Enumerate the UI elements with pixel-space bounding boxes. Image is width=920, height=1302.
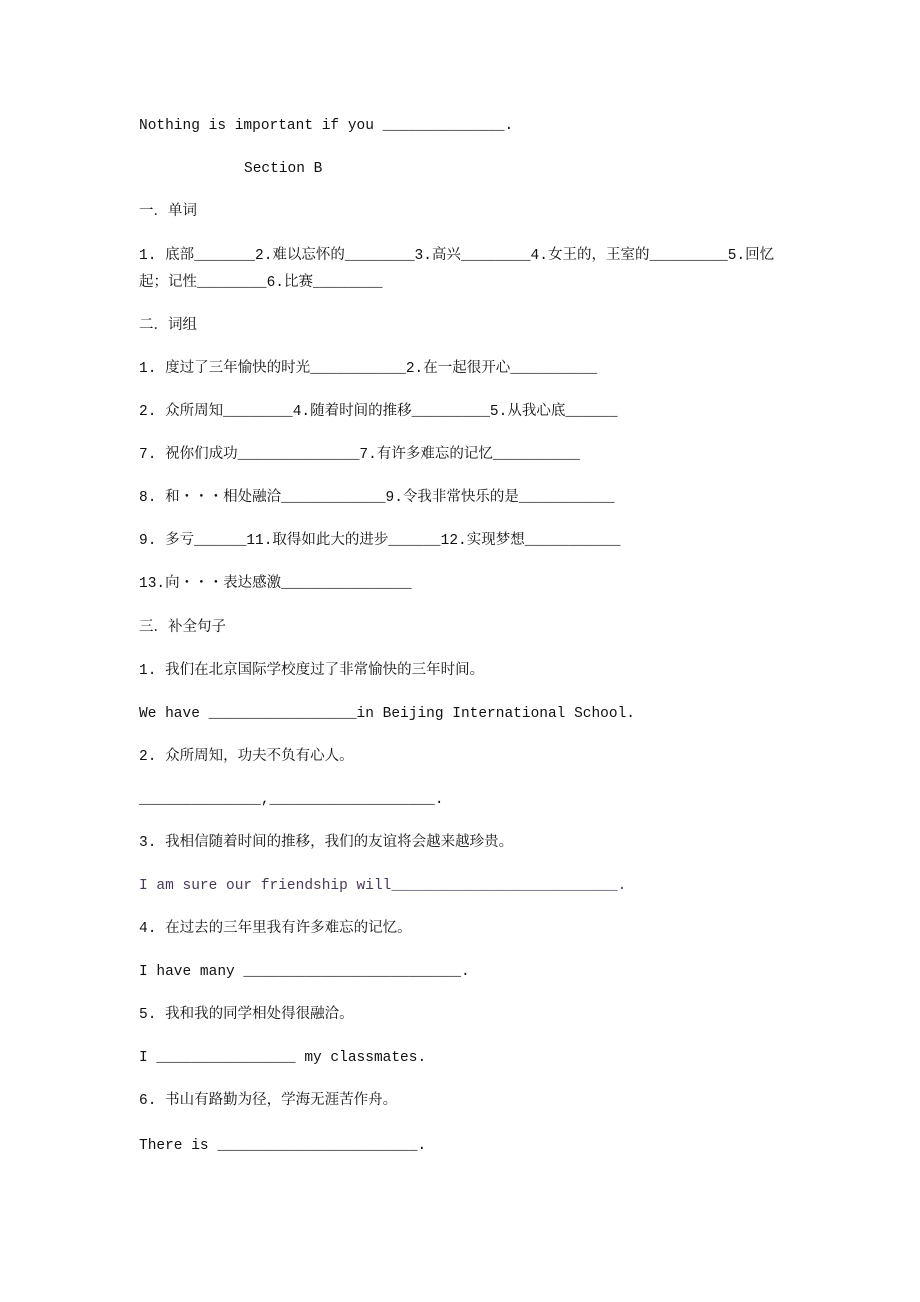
- sentence-answer: I am sure our friendship will__________________________.: [139, 878, 627, 894]
- sentence-answer: I have many _________________________.: [139, 964, 470, 980]
- sentence-answer: There is _______________________.: [139, 1138, 427, 1154]
- phrase-line: 13.向・・・表达感激_______________: [139, 576, 412, 592]
- phrase-line: 7. 祝你们成功______________7.有许多难忘的记忆__________: [139, 447, 580, 463]
- section-title: Section B: [244, 161, 323, 177]
- heading-phrases: 二．词组: [139, 318, 197, 334]
- sentence-prompt: 3. 我相信随着时间的推移，我们的友谊将会越来越珍贵。: [139, 835, 514, 851]
- words-line-1: 1. 底部_______2.难以忘怀的________3.高兴________4.女王的，王室的_________5.回忆: [139, 248, 775, 264]
- sentence-prompt: 5. 我和我的同学相处得很融洽。: [139, 1007, 354, 1023]
- heading-words: 一．单词: [139, 204, 197, 220]
- phrase-line: 8. 和・・・相处融洽____________9.令我非常快乐的是___________: [139, 490, 615, 506]
- sentence-prompt: 2. 众所周知，功夫不负有心人。: [139, 749, 354, 765]
- heading-sentences: 三．补全句子: [139, 620, 226, 636]
- phrase-line: 2. 众所周知________4.随着时间的推移_________5.从我心底______: [139, 404, 618, 420]
- sentence-prompt: 1. 我们在北京国际学校度过了非常愉快的三年时间。: [139, 663, 485, 679]
- phrase-line: 9. 多亏______11.取得如此大的进步______12.实现梦想___________: [139, 533, 621, 549]
- phrase-line: 1. 度过了三年愉快的时光___________2.在一起很开心__________: [139, 361, 598, 377]
- sentence-prompt: 6. 书山有路勤为径，学海无涯苦作舟。: [139, 1093, 398, 1109]
- sentence-line: Nothing is important if you ______________.: [139, 118, 514, 134]
- sentence-answer: I ________________ my classmates.: [139, 1050, 427, 1066]
- sentence-answer: ______________,___________________.: [139, 792, 444, 808]
- sentence-answer: We have _________________in Beijing International School.: [139, 706, 635, 722]
- words-line-2: 起；记性________6.比赛________: [139, 275, 383, 291]
- sentence-prompt: 4. 在过去的三年里我有许多难忘的记忆。: [139, 921, 412, 937]
